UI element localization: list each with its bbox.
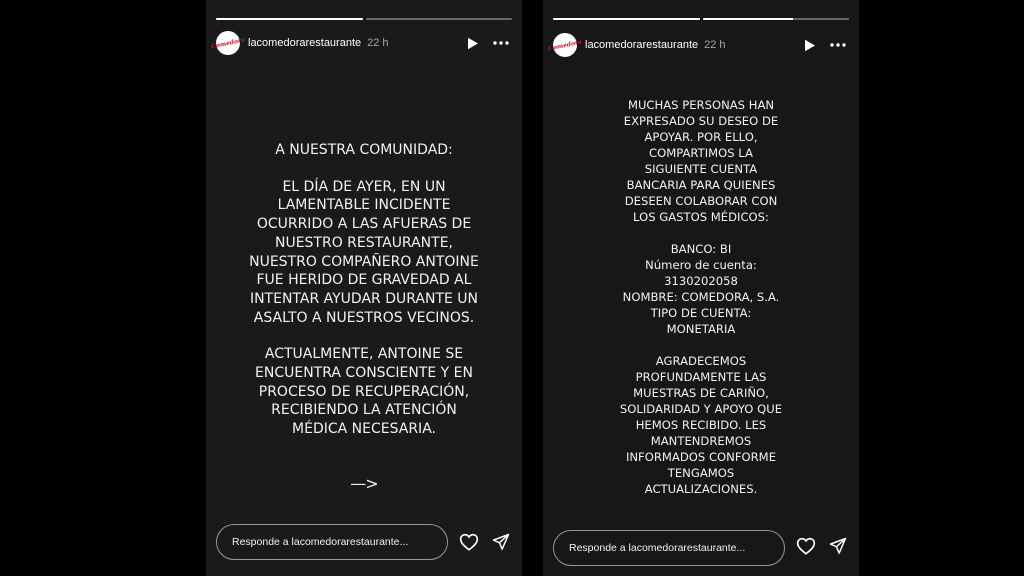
avatar-logo-text: Comedora	[210, 36, 246, 50]
reply-input[interactable]: Responde a lacomedorarestaurante...	[553, 530, 785, 566]
heart-icon	[459, 533, 479, 551]
post-time: 22 h	[367, 37, 389, 49]
more-options-button[interactable]	[827, 34, 849, 56]
next-arrow-text: —>	[350, 474, 378, 493]
progress-segment-2	[366, 18, 513, 20]
more-options-button[interactable]	[490, 32, 512, 54]
story-progress	[216, 18, 512, 20]
story-panel-1[interactable]	[206, 0, 522, 576]
more-icon	[830, 43, 846, 47]
progress-segment-1	[216, 18, 363, 20]
like-button[interactable]	[458, 531, 480, 553]
post-time: 22 h	[704, 39, 726, 51]
story-text	[218, 141, 510, 439]
story-paragraph: A NUESTRA COMUNIDAD:	[275, 142, 453, 158]
share-button[interactable]	[490, 531, 512, 553]
story-paragraph: AGRADECEMOS PROFUNDAMENTE LAS MUESTRAS DE CARIÑO, SOLIDARIDAD Y APOYO QUE HEMOS RECIBIDO. LES MANTENDREMOS INFORMADOS CONFORME TENGAMOS ACTUALIZACIONES.	[619, 354, 783, 496]
play-icon	[804, 39, 816, 52]
like-button[interactable]	[795, 535, 817, 557]
story-panel-2[interactable]	[543, 0, 859, 576]
username[interactable]: lacomedorarestaurante	[248, 37, 362, 49]
play-icon	[467, 37, 479, 50]
progress-segment-2	[703, 18, 850, 20]
story-text	[555, 97, 847, 497]
story-paragraph: EL DÍA DE AYER, EN UN LAMENTABLE INCIDENTE OCURRIDO A LAS AFUERAS DE NUESTRO RESTAURANTE, NUESTRO COMPAÑERO ANTOINE FUE HERIDO DE GRAVEDAD AL INTENTAR AYUDAR DURANTE UN ASALTO A NUESTROS VECINOS.	[249, 178, 479, 326]
more-icon	[493, 41, 509, 45]
username[interactable]: lacomedorarestaurante	[585, 39, 699, 51]
avatar-logo-text: Comedora	[547, 38, 583, 52]
play-button[interactable]	[462, 32, 484, 54]
story-progress	[553, 18, 849, 20]
avatar[interactable]	[547, 33, 583, 57]
story-paragraph: ACTUALMENTE, ANTOINE SE ENCUENTRA CONSCIENTE Y EN PROCESO DE RECUPERACIÓN, RECIBIENDO LA ATENCIÓN MÉDICA NECESARIA.	[255, 346, 473, 438]
progress-segment-1	[553, 18, 700, 20]
story-footer	[216, 522, 512, 562]
send-icon	[829, 537, 847, 555]
share-button[interactable]	[827, 535, 849, 557]
heart-icon	[796, 537, 816, 555]
play-button[interactable]	[799, 34, 821, 56]
story-header	[547, 32, 849, 58]
avatar[interactable]	[210, 31, 246, 55]
story-footer	[553, 526, 849, 566]
story-paragraph: BANCO: BI Número de cuenta: 3130202058 NOMBRE: COMEDORA, S.A. TIPO DE CUENTA: MONETARIA	[622, 242, 780, 336]
reply-input[interactable]: Responde a lacomedorarestaurante...	[216, 524, 448, 560]
send-icon	[492, 533, 510, 551]
story-paragraph: MUCHAS PERSONAS HAN EXPRESADO SU DESEO DE APOYAR. POR ELLO, COMPARTIMOS LA SIGUIENTE CUENTA BANCARIA PARA QUIENES DESEEN COLABORAR CON LOS GASTOS MÉDICOS:	[623, 98, 779, 224]
story-header	[210, 30, 512, 56]
